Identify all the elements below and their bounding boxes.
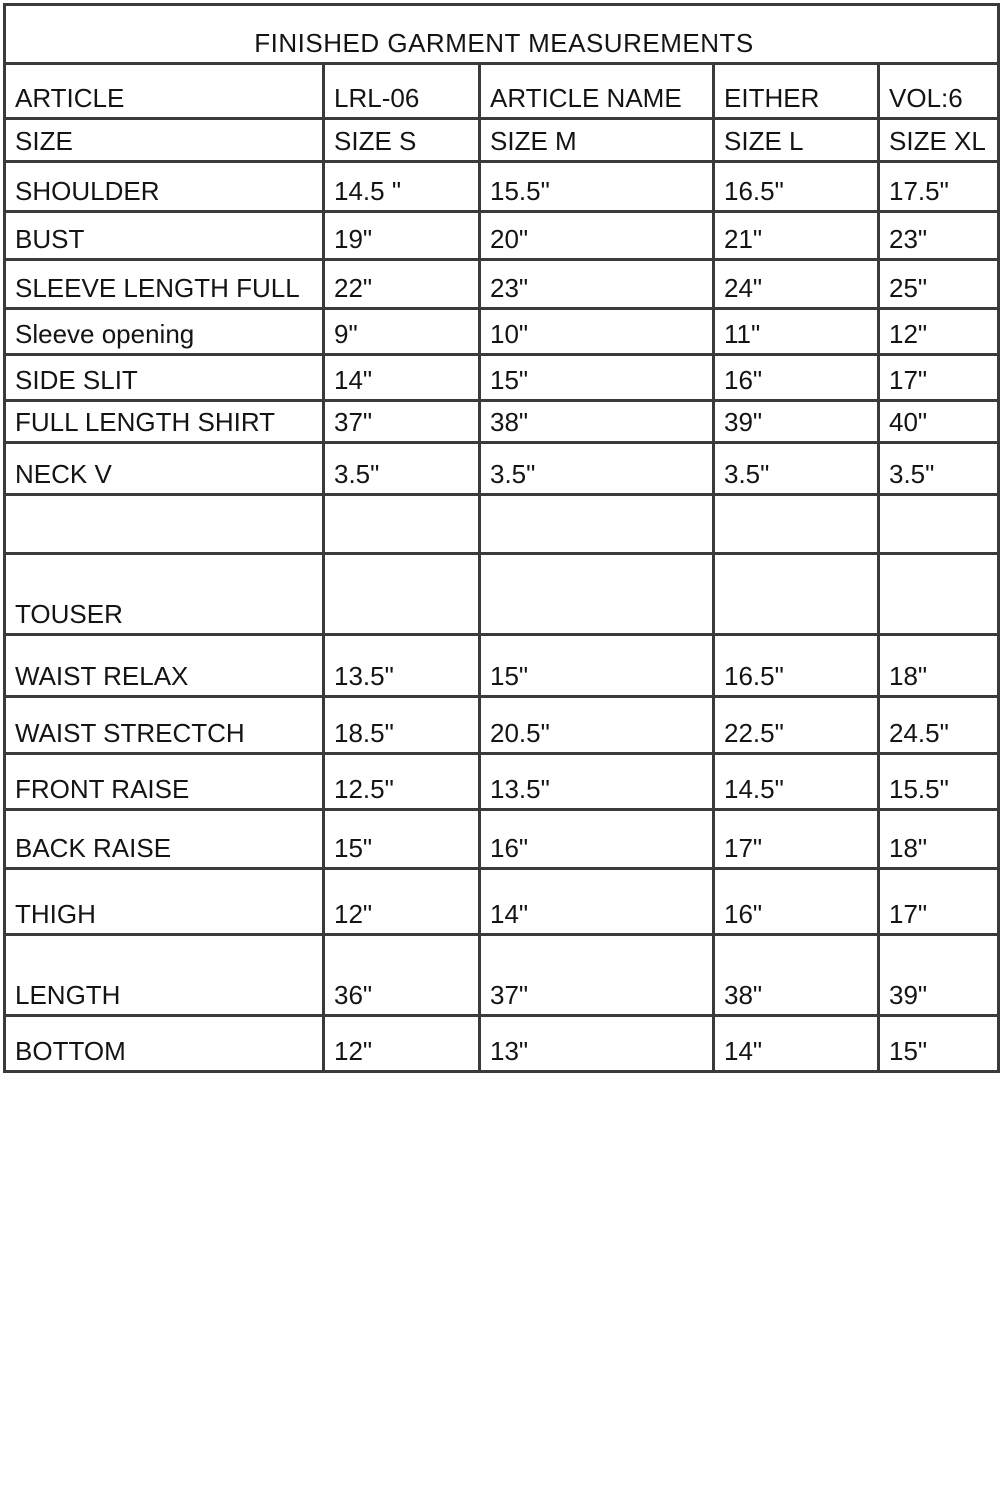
table-row-bottom — [5, 1016, 999, 1072]
cell-value: 15" — [480, 635, 714, 697]
cell-value: 25" — [879, 260, 999, 309]
cell-size-m: SIZE M — [480, 119, 714, 162]
cell-value: 37" — [324, 401, 480, 443]
row-label-side-slit: SIDE SLIT — [5, 355, 324, 401]
cell-value: 15" — [324, 810, 480, 869]
cell-value: 40" — [879, 401, 999, 443]
cell-value: 17" — [714, 810, 879, 869]
cell-value: 10" — [480, 309, 714, 355]
cell-value: 20.5" — [480, 697, 714, 754]
row-label-article: ARTICLE — [5, 64, 324, 119]
cell-value — [714, 554, 879, 635]
cell-article-name: ARTICLE NAME — [480, 64, 714, 119]
cell-value: 16" — [480, 810, 714, 869]
cell-value: 14.5 " — [324, 162, 480, 212]
table-row-bust — [5, 212, 999, 260]
row-label-back-raise: BACK RAISE — [5, 810, 324, 869]
row-label-neck-v: NECK V — [5, 443, 324, 495]
cell-value: 38" — [480, 401, 714, 443]
cell-value: 11" — [714, 309, 879, 355]
cell-value — [879, 554, 999, 635]
cell-value: 18" — [879, 810, 999, 869]
cell-value: 16.5" — [714, 635, 879, 697]
cell-value — [324, 554, 480, 635]
cell-value: 14" — [324, 355, 480, 401]
cell-size-s: SIZE S — [324, 119, 480, 162]
cell-value: 22" — [324, 260, 480, 309]
table-row-side-slit — [5, 355, 999, 401]
table-row-shoulder — [5, 162, 999, 212]
cell-value: 17" — [879, 355, 999, 401]
cell-value: 17" — [879, 869, 999, 935]
cell-value: 16.5" — [714, 162, 879, 212]
table-row-sleeve-length-full — [5, 260, 999, 309]
cell-value: 20" — [480, 212, 714, 260]
measurements-table — [3, 3, 1000, 1073]
cell-value: 39" — [879, 935, 999, 1016]
row-label-sleeve-length-full: SLEEVE LENGTH FULL — [5, 260, 324, 309]
cell-value: 18.5" — [324, 697, 480, 754]
cell-value: 3.5" — [879, 443, 999, 495]
row-label-thigh: THIGH — [5, 869, 324, 935]
table-row-neck-v — [5, 443, 999, 495]
row-label-empty — [5, 495, 324, 554]
cell-value: 36" — [324, 935, 480, 1016]
cell-value: 15" — [879, 1016, 999, 1072]
row-label-waist-relax: WAIST RELAX — [5, 635, 324, 697]
row-label-bottom: BOTTOM — [5, 1016, 324, 1072]
cell-value: 37" — [480, 935, 714, 1016]
cell-value: 9" — [324, 309, 480, 355]
row-label-length: LENGTH — [5, 935, 324, 1016]
cell-value: 15.5" — [879, 754, 999, 810]
cell-article-either: EITHER — [714, 64, 879, 119]
cell-value: 15.5" — [480, 162, 714, 212]
cell-value: 13" — [480, 1016, 714, 1072]
cell-value: 14" — [714, 1016, 879, 1072]
cell-value: 13.5" — [480, 754, 714, 810]
cell-value: 15" — [480, 355, 714, 401]
table-row-full-length-shirt — [5, 401, 999, 443]
row-label-shoulder: SHOULDER — [5, 162, 324, 212]
cell-value — [324, 495, 480, 554]
cell-value: 17.5" — [879, 162, 999, 212]
cell-value: 22.5" — [714, 697, 879, 754]
row-label-size: SIZE — [5, 119, 324, 162]
cell-value: 19" — [324, 212, 480, 260]
table-row-length — [5, 935, 999, 1016]
table-row-front-raise — [5, 754, 999, 810]
table-row-waist-strectch — [5, 697, 999, 754]
table-row-article — [5, 64, 999, 119]
table-row-back-raise — [5, 810, 999, 869]
row-label-touser: TOUSER — [5, 554, 324, 635]
cell-value: 12" — [324, 869, 480, 935]
table-row-touser — [5, 554, 999, 635]
cell-value — [480, 554, 714, 635]
cell-value: 24" — [714, 260, 879, 309]
cell-size-l: SIZE L — [714, 119, 879, 162]
cell-size-xl: SIZE XL — [879, 119, 999, 162]
cell-value: 13.5" — [324, 635, 480, 697]
row-label-sleeve-opening: Sleeve opening — [5, 309, 324, 355]
row-label-waist-strectch: WAIST STRECTCH — [5, 697, 324, 754]
cell-value: 21" — [714, 212, 879, 260]
cell-value: 38" — [714, 935, 879, 1016]
cell-value: 14" — [480, 869, 714, 935]
cell-value: 12.5" — [324, 754, 480, 810]
cell-value: 3.5" — [480, 443, 714, 495]
cell-value: 12" — [879, 309, 999, 355]
row-label-bust: BUST — [5, 212, 324, 260]
cell-value: 3.5" — [324, 443, 480, 495]
cell-value: 16" — [714, 355, 879, 401]
cell-value — [480, 495, 714, 554]
cell-article-code: LRL-06 — [324, 64, 480, 119]
cell-value — [879, 495, 999, 554]
cell-value: 16" — [714, 869, 879, 935]
table-row-size — [5, 119, 999, 162]
cell-article-vol: VOL:6 — [879, 64, 999, 119]
cell-value: 18" — [879, 635, 999, 697]
cell-value: 23" — [879, 212, 999, 260]
table-row-thigh — [5, 869, 999, 935]
cell-value: 23" — [480, 260, 714, 309]
table-row-sleeve-opening — [5, 309, 999, 355]
cell-value: 24.5" — [879, 697, 999, 754]
cell-value — [714, 495, 879, 554]
table-row-waist-relax — [5, 635, 999, 697]
cell-value: 12" — [324, 1016, 480, 1072]
table-title: FINISHED GARMENT MEASUREMENTS — [5, 5, 999, 64]
cell-value: 14.5" — [714, 754, 879, 810]
row-label-front-raise: FRONT RAISE — [5, 754, 324, 810]
table-row-empty — [5, 495, 999, 554]
row-label-full-length-shirt: FULL LENGTH SHIRT — [5, 401, 324, 443]
cell-value: 39" — [714, 401, 879, 443]
cell-value: 3.5" — [714, 443, 879, 495]
title-row — [5, 5, 999, 64]
